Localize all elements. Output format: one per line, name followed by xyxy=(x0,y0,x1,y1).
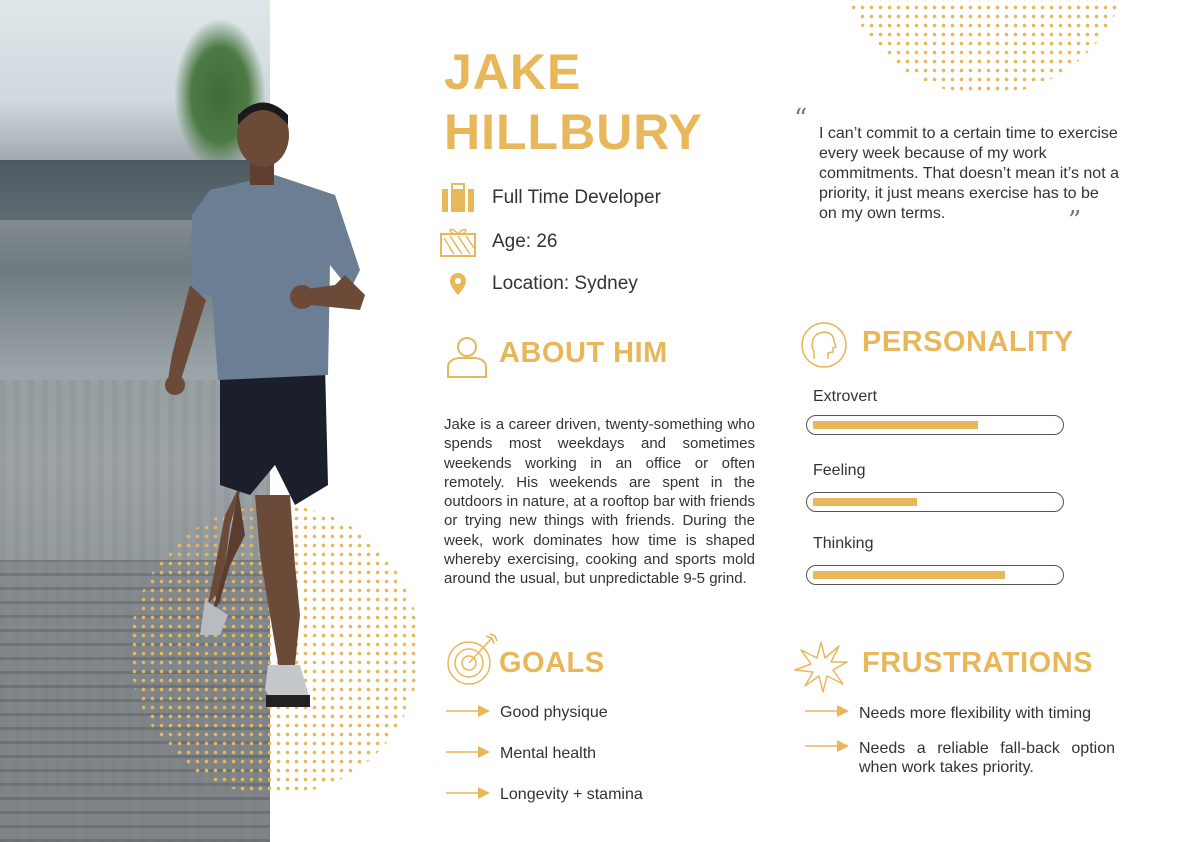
persona-quote: I can’t commit to a certain time to exercise every week because of my work commitments. That doesn’t mean it’s not a priority, it just means exercise has to be on my own terms. xyxy=(819,125,1119,222)
arrow-right-icon xyxy=(446,704,490,718)
arrow-right-icon xyxy=(446,745,490,759)
location-pin-icon xyxy=(440,268,476,300)
persona-name xyxy=(444,42,703,162)
arrow-right-icon xyxy=(805,739,849,753)
dot-pattern-top xyxy=(840,0,1130,95)
goal-text: Mental health xyxy=(500,745,597,762)
trait-label: Thinking xyxy=(813,535,874,552)
arrow-right-icon xyxy=(446,786,490,800)
quote-open-mark: “ xyxy=(794,104,808,134)
goals-title: GOALS xyxy=(499,647,605,679)
trait-bar-feeling xyxy=(806,492,1064,512)
person-icon xyxy=(444,333,490,379)
location-text: Location: Sydney xyxy=(492,273,638,294)
trait-label: Feeling xyxy=(813,462,866,479)
persona-last-name: HILLBURY xyxy=(444,104,703,160)
trait-label: Extrovert xyxy=(813,388,878,405)
face-profile-icon xyxy=(800,321,848,369)
about-title: ABOUT HIM xyxy=(499,337,668,369)
gift-icon xyxy=(440,226,476,258)
runner-figure xyxy=(150,95,390,725)
trait-fill xyxy=(813,498,917,506)
about-text: Jake is a career driven, twenty-something who spends most weekdays and sometimes weekends working in an office or often remotely. His weekends are spent in the outdoors in nature, at a rooftop bar with friends or trying new things with friends. During the week, work dominates how time is shaped whereby exercising, cooking and sports mold around the usual, but unpredictable 9-5 grind. xyxy=(444,416,756,588)
frustration-text: Needs more flexibility with timing xyxy=(859,705,1092,722)
arrow-right-icon xyxy=(805,704,849,718)
burst-icon xyxy=(793,640,849,694)
trait-bar-extrovert xyxy=(806,415,1064,435)
frustration-text: Needs a reliable fall-back option when work takes priority. xyxy=(859,740,1115,776)
goal-item xyxy=(446,745,596,763)
goal-text: Longevity + stamina xyxy=(500,786,643,803)
frustration-item xyxy=(805,739,1115,777)
age-text: Age: 26 xyxy=(492,231,558,252)
trait-bar-thinking xyxy=(806,565,1064,585)
info-location-row xyxy=(440,268,638,300)
goal-item xyxy=(446,704,608,722)
info-age-row xyxy=(440,226,558,258)
info-occupation-row xyxy=(440,182,661,214)
target-icon xyxy=(446,632,498,686)
goal-item xyxy=(446,786,643,804)
frustrations-title: FRUSTRATIONS xyxy=(862,647,1094,679)
frustration-item xyxy=(805,704,1115,723)
persona-first-name: JAKE xyxy=(444,44,582,100)
quote-close-mark: ” xyxy=(1068,206,1082,236)
briefcase-icon xyxy=(440,182,476,214)
goal-text: Good physique xyxy=(500,704,608,721)
occupation-text: Full Time Developer xyxy=(492,187,661,208)
personality-title: PERSONALITY xyxy=(862,326,1074,358)
trait-fill xyxy=(813,421,978,429)
trait-fill xyxy=(813,571,1005,579)
